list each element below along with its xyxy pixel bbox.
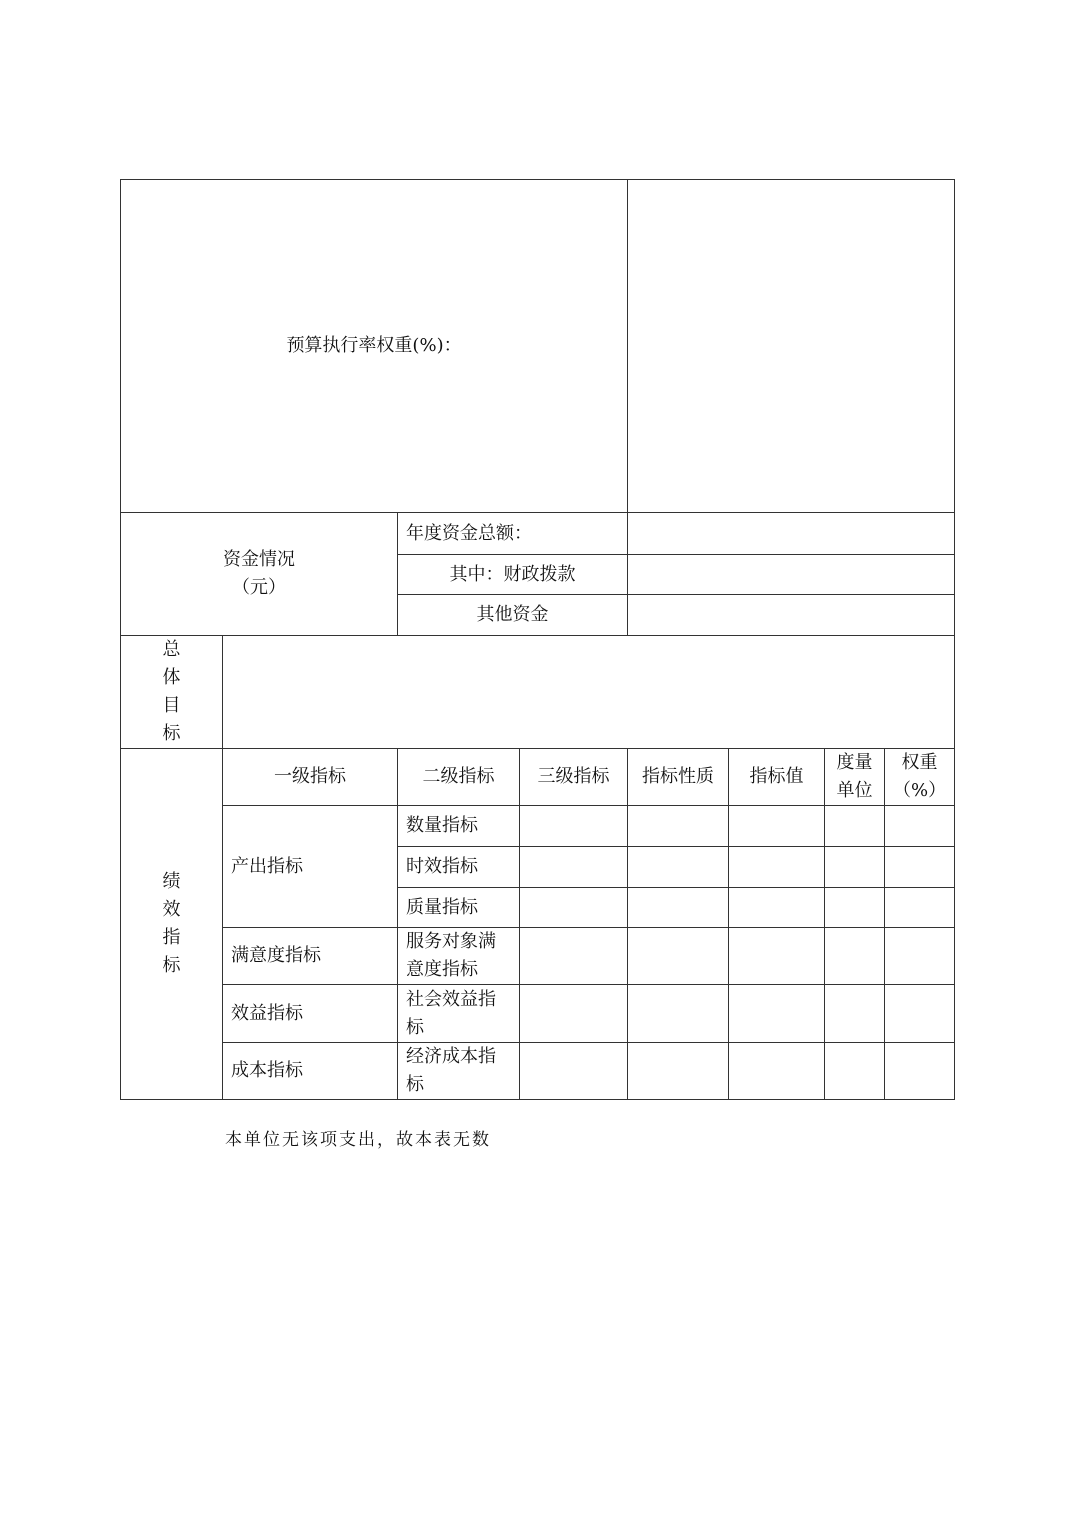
cell-input[interactable]	[729, 985, 825, 1043]
budget-rate-value-cell[interactable]	[628, 180, 955, 513]
service-satisfaction-label	[398, 928, 520, 985]
cell-input[interactable]	[825, 806, 885, 847]
quality-indicator-label: 质量指标	[398, 888, 520, 928]
social-benefit-label	[398, 985, 520, 1043]
overall-goal-char: 目	[162, 695, 181, 716]
output-quantity-row	[121, 806, 955, 847]
cell-input[interactable]	[520, 847, 628, 888]
satisfaction-indicator-label: 满意度指标	[223, 928, 398, 985]
overall-goal-char: 总	[162, 639, 181, 660]
cell-input[interactable]	[729, 806, 825, 847]
satisfaction-row	[121, 928, 955, 985]
performance-form-table	[120, 179, 955, 1100]
budget-rate-label: 预算执行率权重(%)：	[121, 180, 628, 513]
cell-input[interactable]	[628, 806, 729, 847]
cell-input[interactable]	[520, 888, 628, 928]
quantity-indicator-label: 数量指标	[398, 806, 520, 847]
funds-total-label: 年度资金总额：	[398, 513, 628, 555]
header-weight-line: （%）	[892, 780, 947, 801]
header-unit	[825, 749, 885, 806]
overall-goal-label	[121, 636, 223, 749]
header-level2: 二级指标	[398, 749, 520, 806]
cell-input[interactable]	[729, 847, 825, 888]
cell-input[interactable]	[520, 1043, 628, 1100]
no-expense-note: 本单位无该项支出，故本表无数	[225, 1130, 491, 1150]
cell-input[interactable]	[825, 928, 885, 985]
header-weight	[885, 749, 955, 806]
performance-char: 绩	[162, 871, 181, 892]
cell-input[interactable]	[520, 928, 628, 985]
header-nature: 指标性质	[628, 749, 729, 806]
overall-goal-char: 体	[162, 667, 181, 688]
header-unit-line: 度量	[836, 752, 873, 773]
cell-input[interactable]	[825, 985, 885, 1043]
cell-input[interactable]	[520, 806, 628, 847]
overall-goal-char: 标	[162, 723, 181, 744]
cell-input[interactable]	[729, 1043, 825, 1100]
performance-indicator-label	[121, 749, 223, 1100]
cell-input[interactable]	[825, 888, 885, 928]
output-indicator-label: 产出指标	[223, 806, 398, 928]
cell-input[interactable]	[885, 928, 955, 985]
level2-line: 社会效益指	[406, 988, 496, 1010]
cell-input[interactable]	[729, 888, 825, 928]
funds-label-cell	[121, 513, 398, 636]
indicator-header-row	[121, 749, 955, 806]
timeliness-indicator-label: 时效指标	[398, 847, 520, 888]
funds-other-label: 其他资金	[398, 595, 628, 636]
funds-total-value-cell[interactable]	[628, 513, 955, 555]
level2-line: 经济成本指	[406, 1046, 496, 1067]
overall-goal-row	[121, 636, 955, 749]
funds-other-value-cell[interactable]	[628, 595, 955, 636]
level2-line: 标	[406, 1074, 424, 1095]
performance-char: 效	[162, 899, 181, 920]
benefit-indicator-label: 效益指标	[223, 985, 398, 1043]
cell-input[interactable]	[885, 888, 955, 928]
funds-fiscal-value-cell[interactable]	[628, 555, 955, 595]
cell-input[interactable]	[628, 888, 729, 928]
cost-indicator-label: 成本指标	[223, 1043, 398, 1100]
header-value: 指标值	[729, 749, 825, 806]
overall-goal-content-cell[interactable]	[223, 636, 955, 749]
performance-char: 指	[162, 927, 181, 948]
level2-line: 标	[406, 1016, 424, 1038]
cell-input[interactable]	[885, 806, 955, 847]
header-weight-line: 权重	[901, 752, 938, 773]
funds-label: 资金情况	[223, 549, 295, 570]
economic-cost-label	[398, 1043, 520, 1100]
benefit-row	[121, 985, 955, 1043]
performance-char: 标	[162, 955, 181, 976]
level2-line: 服务对象满	[406, 931, 496, 952]
cell-input[interactable]	[825, 1043, 885, 1100]
cell-input[interactable]	[628, 928, 729, 985]
funds-unit-label: （元）	[232, 577, 286, 598]
cell-input[interactable]	[885, 1043, 955, 1100]
header-level1: 一级指标	[223, 749, 398, 806]
funds-fiscal-label: 其中：财政拨款	[398, 555, 628, 595]
cell-input[interactable]	[628, 985, 729, 1043]
cost-row	[121, 1043, 955, 1100]
cell-input[interactable]	[885, 985, 955, 1043]
cell-input[interactable]	[628, 847, 729, 888]
header-level3: 三级指标	[520, 749, 628, 806]
funds-total-row	[121, 513, 955, 555]
budget-rate-row	[121, 180, 955, 513]
header-unit-line: 单位	[836, 780, 873, 801]
cell-input[interactable]	[520, 985, 628, 1043]
cell-input[interactable]	[825, 847, 885, 888]
cell-input[interactable]	[885, 847, 955, 888]
cell-input[interactable]	[729, 928, 825, 985]
cell-input[interactable]	[628, 1043, 729, 1100]
level2-line: 意度指标	[406, 959, 478, 980]
